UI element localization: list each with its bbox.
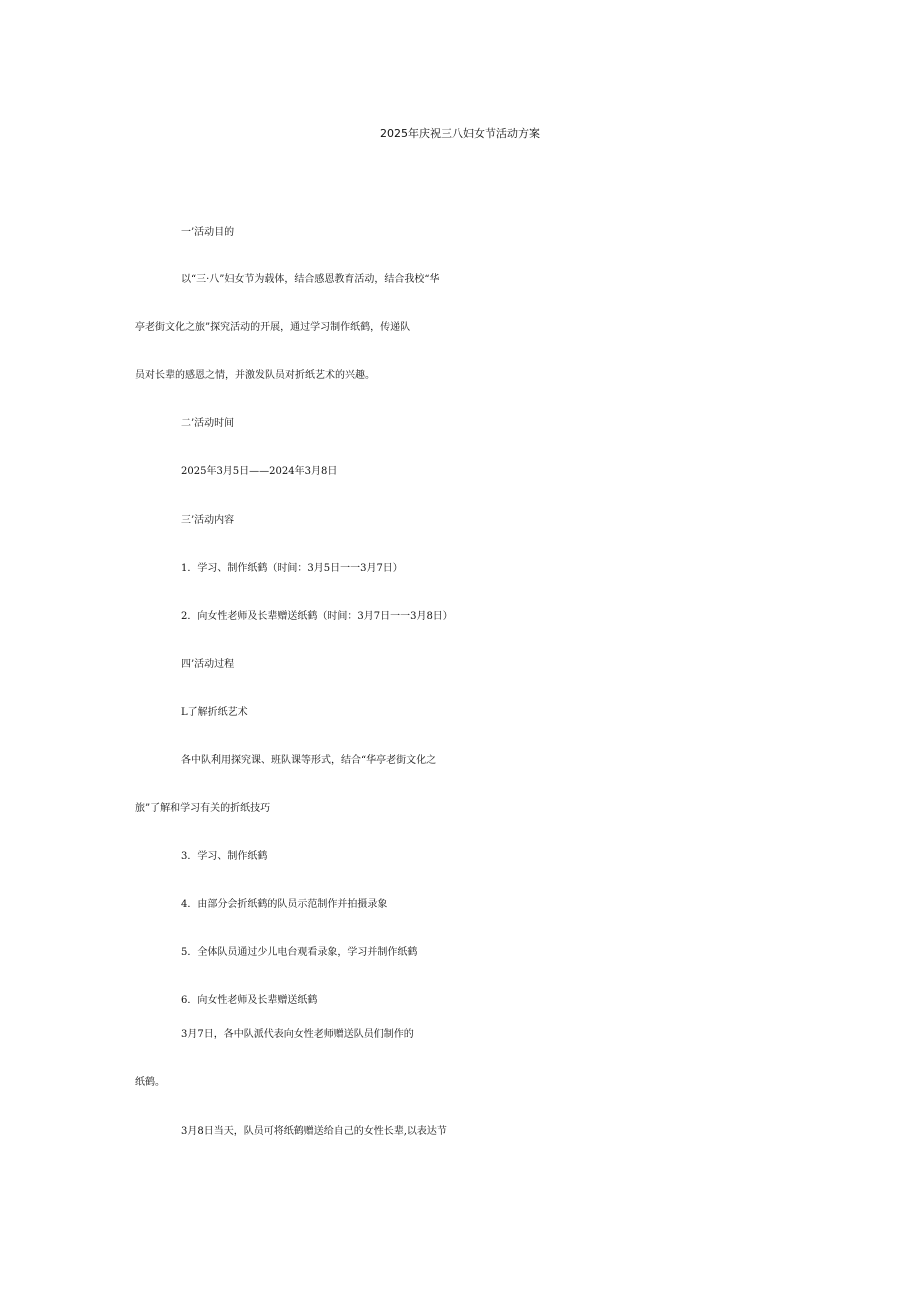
- section-heading-time: 二’活动时间: [181, 418, 235, 429]
- paragraph-line: 以“三·八”妇女节为载体，结合感恩教育活动，结合我校“华: [181, 274, 440, 285]
- section-heading-process: 四’活动过程: [181, 659, 235, 670]
- paragraph-line: 2025年3月5日——2024年3月8日: [181, 466, 338, 477]
- paragraph-line: 3月7日，各中队派代表向女性老师赠送队员们制作的: [181, 1029, 414, 1040]
- paragraph-line: 各中队利用探究课、班队课等形式，结合“华亭老街文化之: [181, 755, 437, 766]
- list-item: 5．全体队员通过少儿电台观看录象，学习并制作纸鹤: [181, 947, 418, 958]
- paragraph-line: 亭老街文化之旅”探究活动的开展，通过学习制作纸鹤，传递队: [135, 322, 411, 333]
- section-heading-content: 三’活动内容: [181, 515, 235, 526]
- document-title: 2025年庆祝三八妇女节活动方案: [380, 127, 540, 140]
- list-item: 6．向女性老师及长辈赠送纸鹤: [181, 995, 318, 1006]
- paragraph-line: 纸鹤。: [135, 1077, 165, 1088]
- section-heading-purpose: 一’活动目的: [181, 227, 235, 238]
- list-item: 4．由部分会折纸鹤的队员示范制作并拍摄录象: [181, 899, 388, 910]
- list-item: 2．向女性老师及长辈赠送纸鹤（时间：3月7日一一3月8日）: [181, 611, 453, 622]
- list-item: 3．学习、制作纸鹤: [181, 851, 268, 862]
- list-item: 1．学习、制作纸鹤（时间：3月5日一一3月7日）: [181, 563, 403, 574]
- paragraph-line: 3月8日当天，队员可将纸鹤赠送给自己的女性长辈,以表达节: [181, 1126, 447, 1137]
- list-item: L了解折纸艺术: [181, 707, 248, 718]
- paragraph-line: 旅”了解和学习有关的折纸技巧: [135, 803, 271, 814]
- paragraph-line: 员对长辈的感恩之情，并激发队员对折纸艺术的兴趣。: [135, 370, 375, 381]
